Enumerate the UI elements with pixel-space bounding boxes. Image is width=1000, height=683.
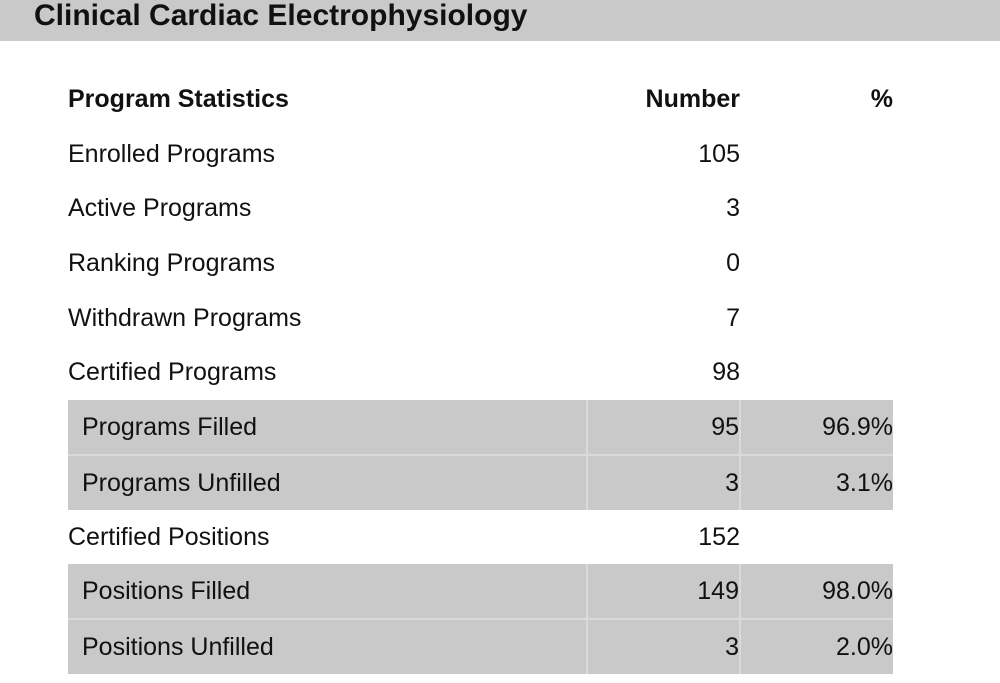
row-percent (740, 236, 893, 291)
row-label: Active Programs (68, 194, 252, 223)
row-number: 105 (698, 139, 740, 168)
row-programs-filled (68, 400, 893, 455)
table-header-row (68, 72, 893, 127)
row-positions-unfilled (68, 619, 893, 674)
row-percent (740, 345, 893, 400)
row-label: Positions Unfilled (68, 619, 587, 674)
row-enrolled-programs (68, 127, 893, 182)
row-label: Enrolled Programs (68, 139, 276, 168)
row-label: Ranking Programs (68, 249, 276, 278)
program-statistics-table (68, 72, 893, 674)
row-number: 149 (587, 564, 740, 619)
row-percent (740, 290, 893, 345)
row-number: 98 (712, 358, 740, 387)
row-ranking-programs (68, 236, 893, 291)
row-certified-programs (68, 345, 893, 400)
row-positions-filled (68, 564, 893, 619)
row-label: Programs Filled (68, 400, 587, 455)
row-number: 152 (698, 522, 740, 551)
page-title: Clinical Cardiac Electrophysiology (34, 0, 528, 32)
row-label: Certified Positions (68, 522, 270, 551)
row-number: 95 (587, 400, 740, 455)
row-percent: 98.0% (740, 564, 893, 619)
row-number: 7 (726, 303, 740, 332)
row-active-programs (68, 181, 893, 236)
row-label: Withdrawn Programs (68, 303, 302, 332)
title-bar (0, 0, 1000, 41)
row-withdrawn-programs (68, 290, 893, 345)
header-percent: % (870, 85, 893, 114)
row-percent (740, 181, 893, 236)
header-number: Number (645, 85, 740, 114)
row-number: 3 (587, 619, 740, 674)
row-label: Positions Filled (68, 564, 587, 619)
row-programs-unfilled (68, 455, 893, 510)
row-percent: 2.0% (740, 619, 893, 674)
row-percent: 3.1% (740, 455, 893, 510)
row-number: 3 (726, 194, 740, 223)
row-number: 3 (587, 455, 740, 510)
row-percent (740, 510, 893, 565)
row-label: Programs Unfilled (68, 455, 587, 510)
row-certified-positions (68, 510, 893, 565)
row-percent (740, 127, 893, 182)
header-program-statistics: Program Statistics (68, 85, 289, 114)
row-number: 0 (726, 249, 740, 278)
row-percent: 96.9% (740, 400, 893, 455)
row-label: Certified Programs (68, 358, 277, 387)
